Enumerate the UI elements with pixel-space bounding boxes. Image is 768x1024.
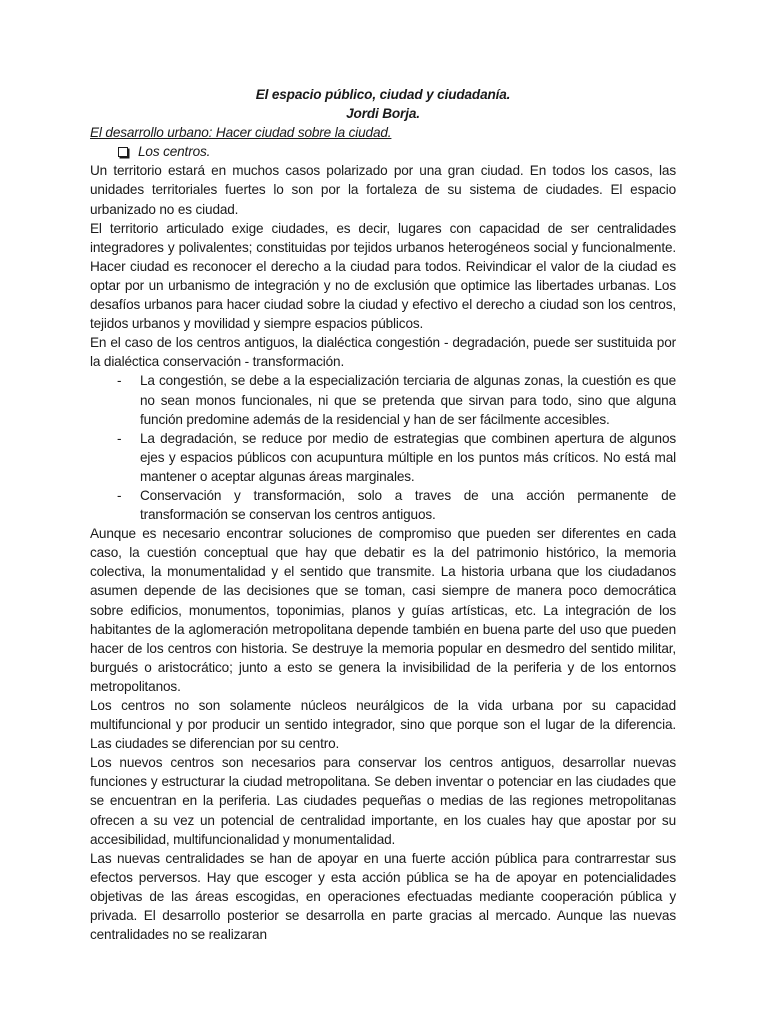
paragraph: Los centros no son solamente núcleos neurálgicos de la vida urbana por su capacidad multifuncional y por producir un sentido integrador, sino que porque son el lugar de la diferencia. Las ciudades se diferencian por su centro. (90, 698, 676, 752)
paragraph: Un territorio estará en muchos casos polarizado por una gran ciudad. En todos los casos, las unidades territoriales fuertes lo son por la fortaleza de su sistema de ciudades. El espacio urbanizado no es ciudad. (90, 163, 676, 217)
document-title: El espacio público, ciudad y ciudadanía. (255, 87, 511, 102)
list-item-text: La degradación, se reduce por medio de estrategias que combinen apertura de algunos ejes y espacios públicos con acupuntura múltiple en los puntos más críticos. No está mal mantener o aceptar algunas áreas marginales. (140, 430, 676, 484)
list-item (90, 371, 676, 428)
subheading-text: Los centros. (138, 144, 211, 160)
paragraph: Aunque es necesario encontrar soluciones de compromiso que pueden ser diferentes en cada caso, la cuestión conceptual que hay que debatir es la del patrimonio histórico, la memoria colectiva, la monumentalidad y el sentido que transmite. La historia urbana que los ciudadanos asumen depende de las decisiones que se toman, casi siempre de manera poco democrática sobre edificios, monumentos, toponimias, planos y guías artísticas, etc. La integración de los habitantes de la aglomeración metropolitana depende también en buena parte del uso que pueden hacer de los centros con historia. Se destruye la memoria popular en desmedro del sentido militar, burgués o aristocrático; junto a esto se genera la invisibilidad de la periferia y de los entornos metropolitanos. (90, 526, 676, 694)
paragraph: El territorio articulado exige ciudades, es decir, lugares con capacidad de ser centralidades integradores y polivalentes; constituidas por tejidos urbanos heterogéneos social y funcionalmente. Hacer ciudad es reconocer el derecho a la ciudad para todos. Reivindicar el valor de la ciudad es optar por un urbanismo de integración y no de exclusión que optimice las libertades urbanas. Los desafíos urbanos para hacer ciudad sobre la ciudad y efectivo el derecho a ciudad son los centros, tejidos urbanos y movilidad y siempre espacios públicos. (90, 220, 676, 332)
list-item (90, 486, 676, 524)
checkbox-bullet-icon (118, 147, 128, 157)
section-heading: El desarrollo urbano: Hacer ciudad sobre la ciudad. (90, 125, 392, 141)
dash-marker: - (117, 487, 122, 503)
dash-marker: - (117, 430, 122, 446)
subheading (118, 142, 676, 161)
list-item-text: Conservación y transformación, solo a traves de una acción permanente de transformación se conservan los centros antiguos. (140, 487, 676, 523)
document-page (90, 85, 676, 944)
paragraph: Las nuevas centralidades se han de apoyar en una fuerte acción pública para contrarrestar sus efectos perversos. Hay que escoger y esta acción pública se ha de apoyar en potencialidades objetivas de las áreas escogidas, en operaciones efectuadas mediante cooperación pública y privada. El desarrollo posterior se desarrolla en parte gracias al mercado. Aunque las nuevas centralidades no se realizaran (90, 850, 676, 943)
paragraph: En el caso de los centros antiguos, la dialéctica congestión - degradación, puede ser sustituida por la dialéctica conservación - transformación. (90, 335, 676, 370)
dash-marker: - (117, 373, 122, 389)
paragraph: Los nuevos centros son necesarios para conservar los centros antiguos, desarrollar nuevas funciones y estructurar la ciudad metropolitana. Se deben inventar o potenciar en las ciudades que se encuentran en la periferia. Las ciudades pequeñas o medias de las regiones metropolitanas ofrecen a su vez un potencial de centralidad importante, en los cuales hay que apostar por su accesibilidad, multifuncionalidad y monumentalidad. (90, 755, 676, 847)
list-item (90, 429, 676, 486)
list-item-text: La congestión, se debe a la especialización terciaria de algunas zonas, la cuestión es que no sean monos funcionales, ni que se pretenda que sirvan para todo, sino que alguna función predomine además de la residencial y han de ser fácilmente accesibles. (140, 373, 676, 427)
document-author: Jordi Borja. (346, 106, 420, 122)
dash-list (90, 371, 676, 524)
